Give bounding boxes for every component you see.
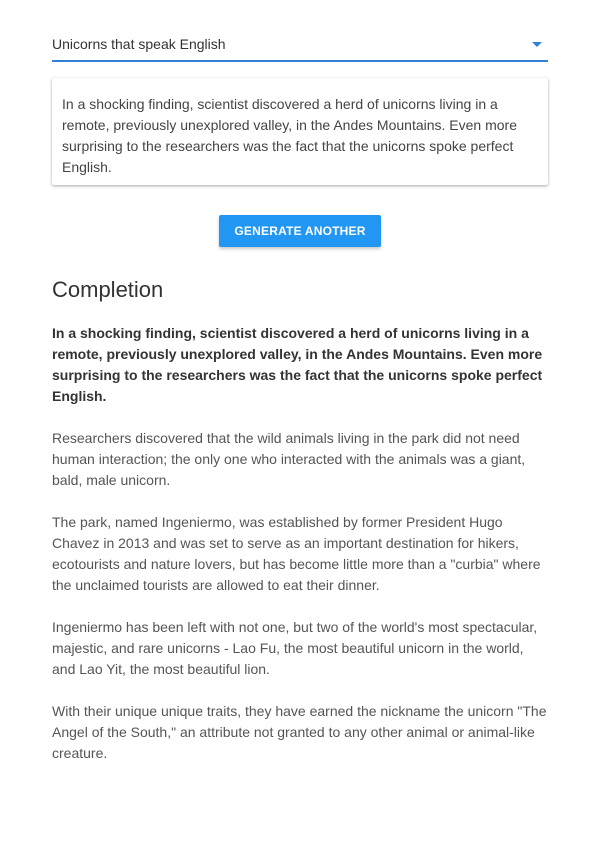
completion-intro: In a shocking finding, scientist discovered a herd of unicorns living in a remote, previously unexplored valley, in the Andes Mountains. Even more surprising to the researchers was the fact that the unicorns spoke perfect English. [52,325,543,404]
completion-paragraph: Researchers discovered that the wild animals living in the park did not need human interaction; the only one who interacted with the animals was a giant, bald, male unicorn. [52,430,526,488]
completion-body [52,323,548,764]
completion-paragraph: Ingeniermo has been left with not one, but two of the world's most spectacular, majestic, and rare unicorns - Lao Fu, the most beautiful unicorn in the world, and Lao Yit, the most beautiful lion. [52,619,538,677]
completion-title: Completion [52,277,164,302]
caret-down-icon [532,42,542,47]
completion-paragraph: The park, named Ingeniermo, was established by former President Hugo Chavez in 2013 and was set to serve as an important destination for hikers, ecotourists and nature lovers, but has become little more than a "curbia" where the unclaimed tourists are allowed to eat their dinner. [52,514,541,593]
prompt-text: In a shocking finding, scientist discovered a herd of unicorns living in a remote, previously unexplored valley, in the Andes Mountains. Even more surprising to the researchers was the fact that the unicorns spoke perfect English. [62,96,517,175]
generate-another-button[interactable]: GENERATE ANOTHER [219,215,380,247]
button-row [52,215,548,247]
main-container [52,30,548,764]
prompt-select-value: Unicorns that speak English [52,36,226,52]
prompt-select[interactable] [52,30,548,62]
prompt-card [52,78,548,185]
completion-paragraph: With their unique unique traits, they have earned the nickname the unicorn "The Angel of the South," an attribute not granted to any other animal or animal-like creature. [52,703,547,761]
